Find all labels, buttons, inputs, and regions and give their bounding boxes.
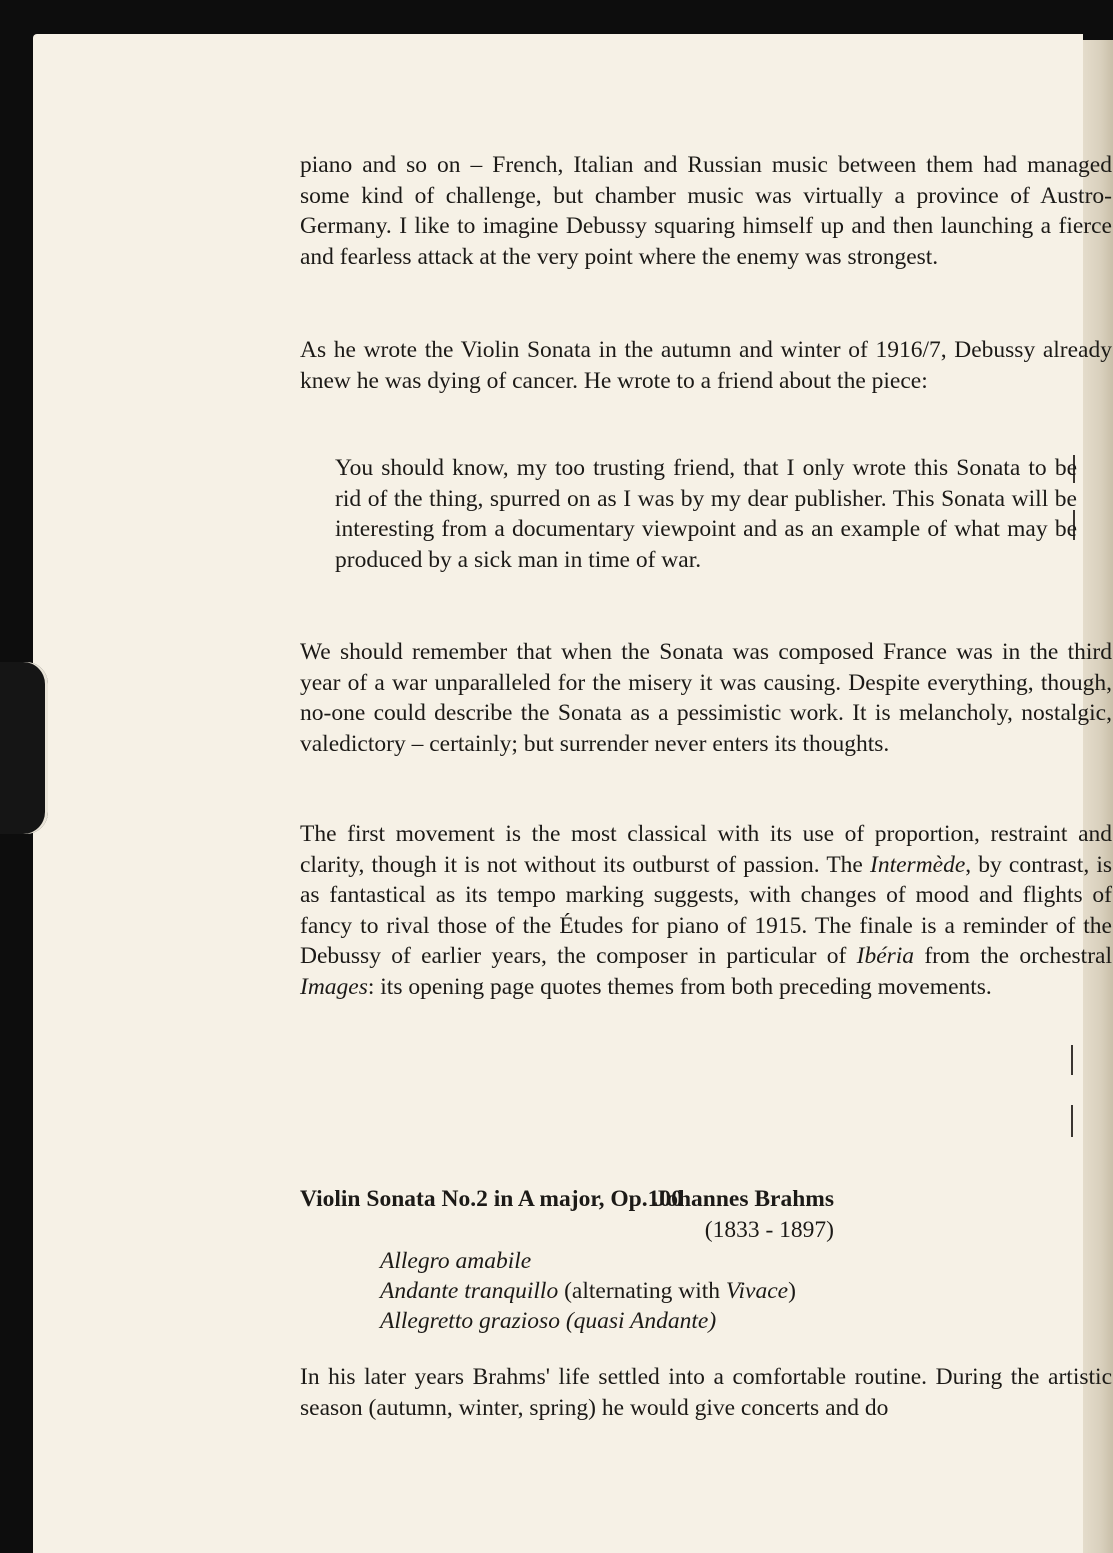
composer-dates: (1833 - 1897): [704, 1217, 834, 1243]
binder-clip: [0, 662, 48, 834]
paragraph-intro: piano and so on – French, Italian and Russian music between them had managed some kind of challenge, but chamber music was virtually a province of Austro-Germany. I like to imagine Debussy squaring himself up and then launching a fierce and fearless attack at the very point where the enemy was strongest.: [300, 152, 1112, 270]
composer-name: Johannes Brahms: [654, 1186, 834, 1212]
edge-mark: [1071, 1105, 1073, 1137]
movement-3: Allegretto grazioso (quasi Andante): [380, 1308, 717, 1334]
movement-2: Andante tranquillo (alternating with Vivace): [380, 1278, 796, 1304]
edge-mark: [1071, 1045, 1073, 1075]
paragraph-brahms-routine: In his later years Brahms' life settled into a comfortable routine. During the artistic season (autumn, winter, spring) he would give concerts and do: [300, 1364, 1112, 1421]
images-title: Images: [300, 973, 368, 1000]
work-title: Violin Sonata No.2 in A major, Op.100: [300, 1186, 683, 1212]
intermede-title: Intermède: [870, 851, 966, 878]
paragraph-sonata-context: As he wrote the Violin Sonata in the autumn and winter of 1916/7, Debussy already knew he was dying of cancer. He wrote to a friend about the piece:: [300, 337, 1112, 394]
iberia-title: Ibéria: [856, 943, 915, 969]
paragraph-war: We should remember that when the Sonata was composed France was in the third year of a war unparalleled for the misery it was causing. Despite everything, though, no-one could describe the Sonata as a pessimistic work. It is melancholy, nostalgic, valedictory – certainly; but surrender never enters its thoughts.: [300, 639, 1112, 757]
paragraph-movements: The first movement is the most classical with its use of proportion, restraint and clarity, though it is not without its outburst of passion. The Intermède, by contrast, is as fantastical as its tempo marking suggests, with changes of mood and flights of fancy to rival those of the Études for piano of 1915. The finale is a reminder of the Debussy of earlier years, the composer in particular of Ibéria from the orchestral Images: its opening page quotes themes from both preceding movements.: [300, 821, 1113, 1000]
movement-1: Allegro amabile: [380, 1248, 532, 1274]
debussy-quote: You should know, my too trusting friend, that I only wrote this Sonata to be rid of the thing, spurred on as I was by my dear publisher. This Sonata will be interesting from a documentary viewpoint and as an example of what may be produced by a sick man in time of war.: [335, 455, 1077, 573]
